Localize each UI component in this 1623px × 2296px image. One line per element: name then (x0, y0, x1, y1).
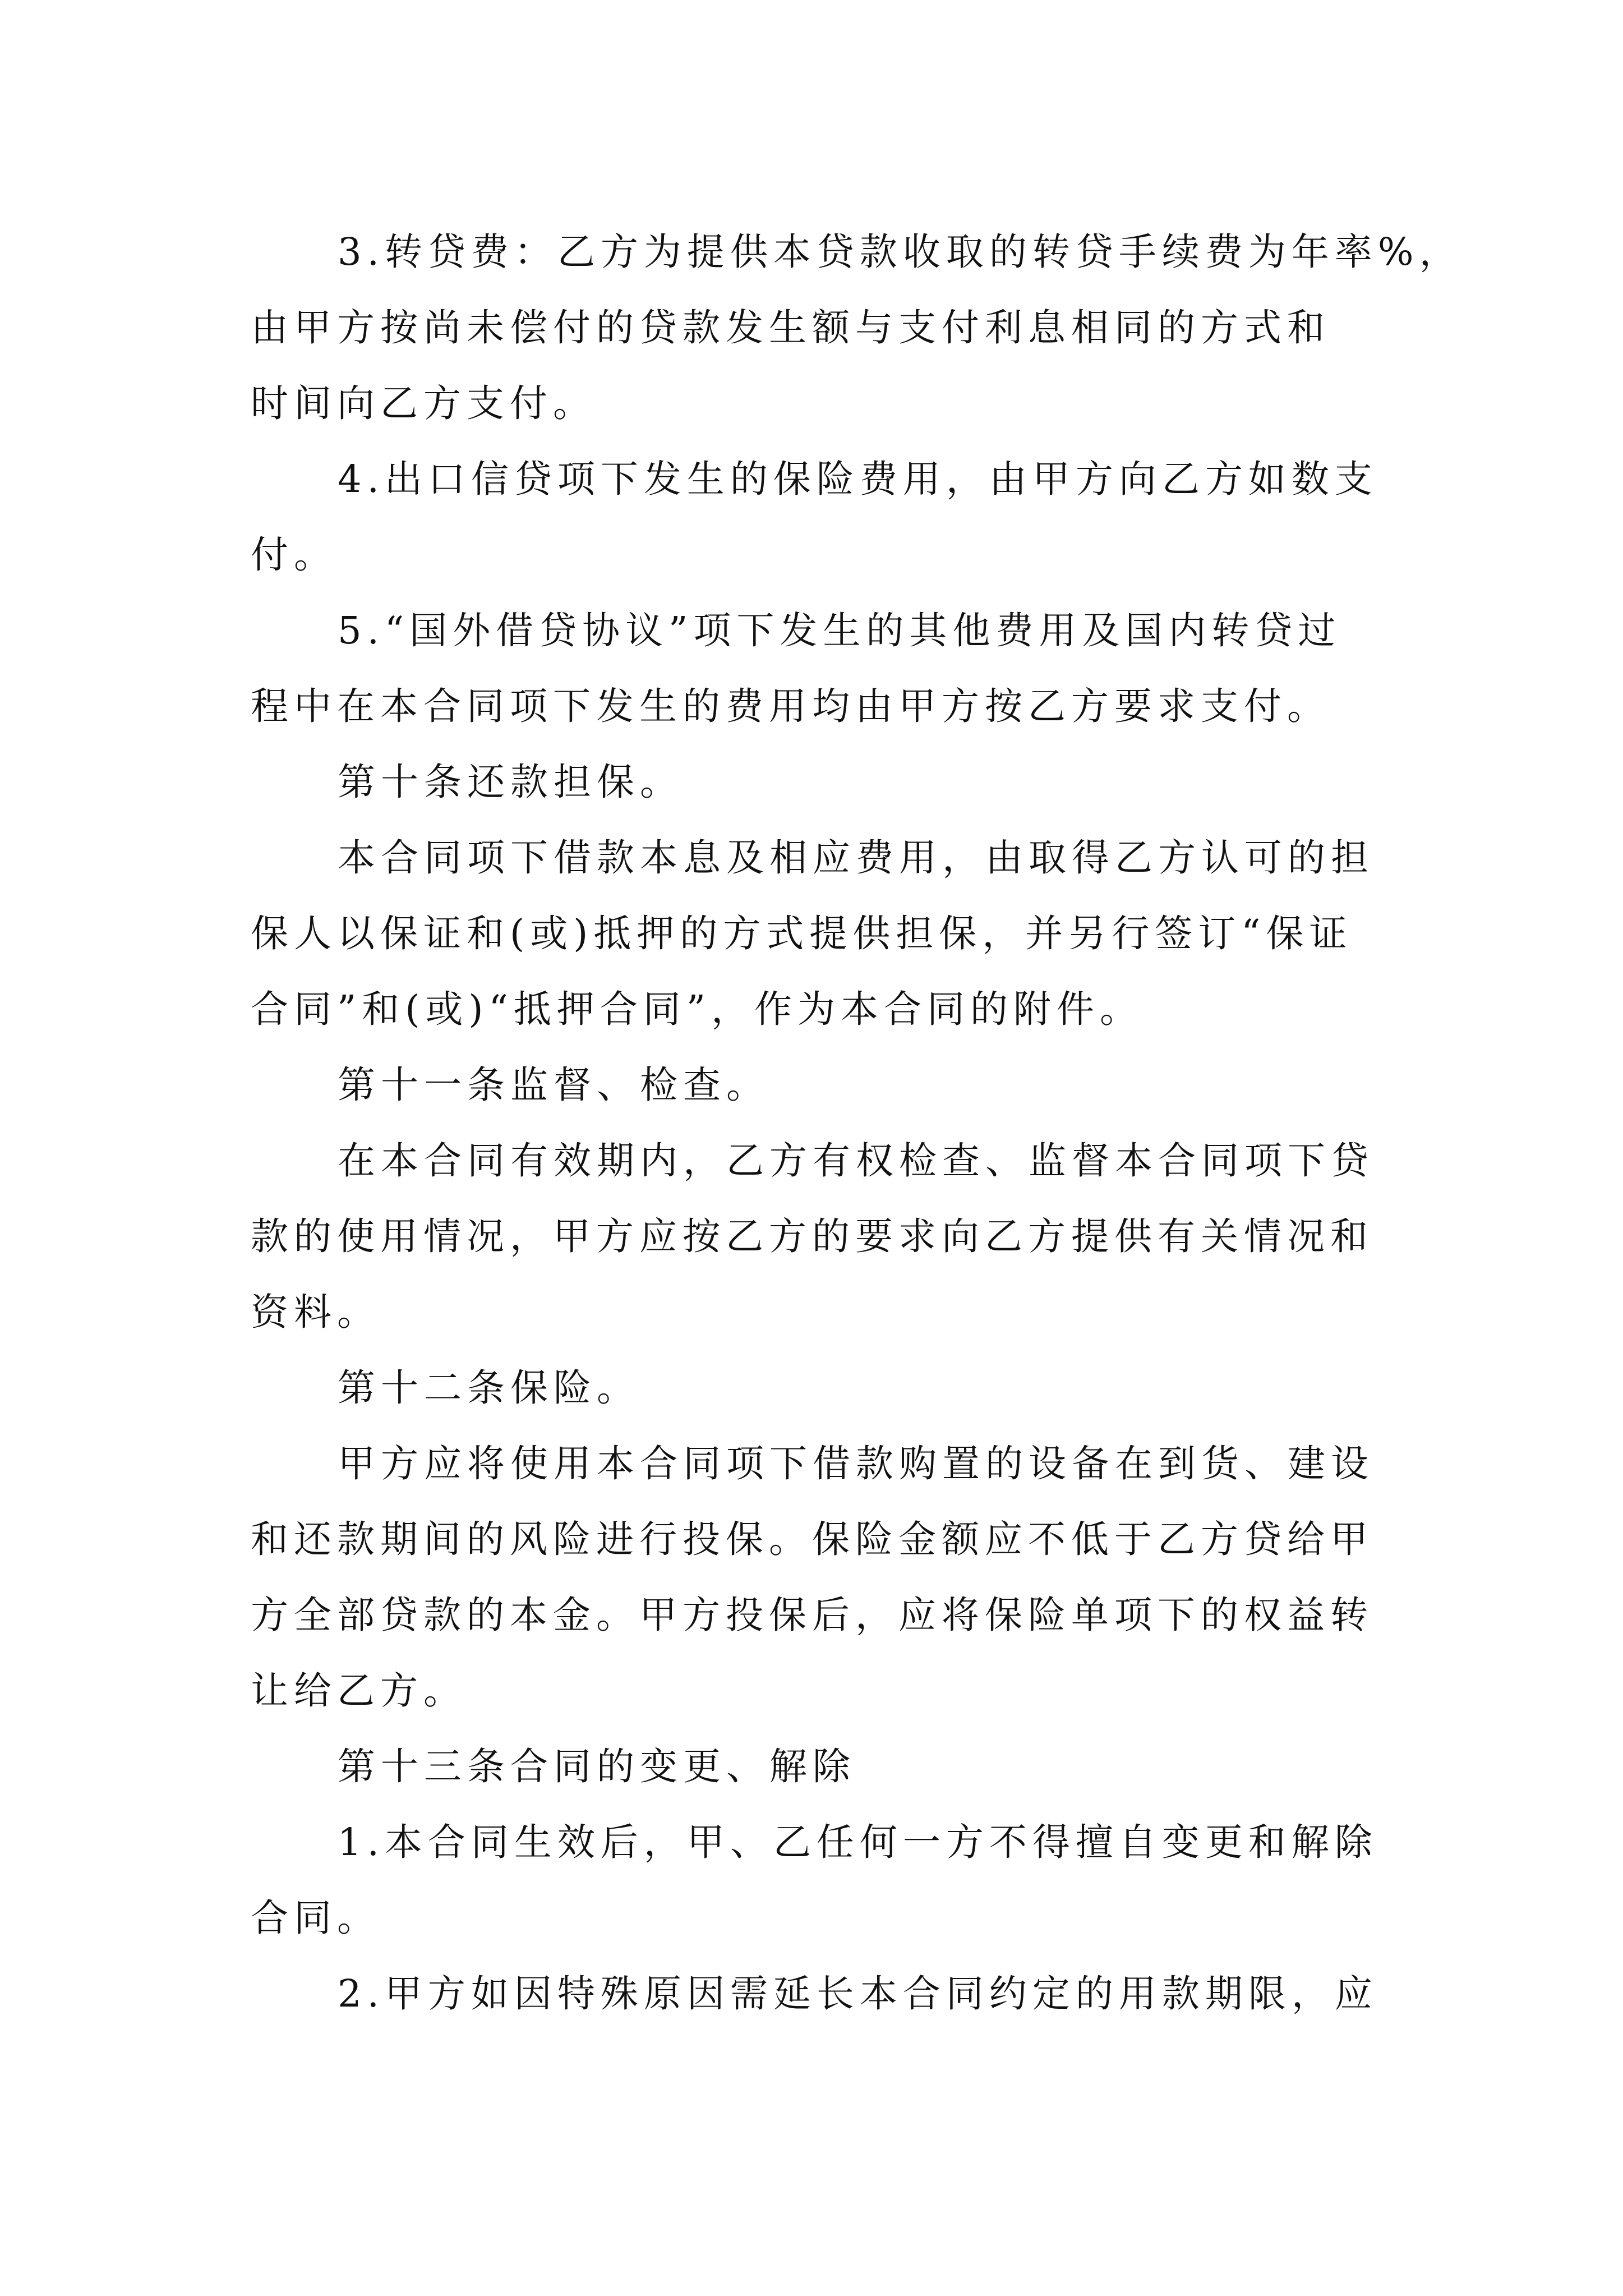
text-line: 时间向乙方支付。 (251, 381, 596, 425)
section-heading: 第十三条合同的变更、解除 (338, 1745, 856, 1788)
text-line: 3.转贷费：乙方为提供本贷款收取的转贷手续费为年率%， (338, 230, 1463, 274)
section-heading: 第十一条监督、检查。 (338, 1063, 769, 1107)
text-line: 5.“国外借贷协议”项下发生的其他费用及国内转贷过 (338, 609, 1341, 652)
text-line: 款的使用情况，甲方应按乙方的要求向乙方提供有关情况和 (251, 1214, 1373, 1258)
text-line: 本合同项下借款本息及相应费用，由取得乙方认可的担 (338, 836, 1374, 880)
text-line: 合同。 (251, 1896, 380, 1940)
text-line: 程中在本合同项下发生的费用均由甲方按乙方要求支付。 (251, 684, 1330, 728)
text-line: 1.本合同生效后，甲、乙任何一方不得擅自变更和解除 (338, 1820, 1378, 1864)
section-heading: 第十二条保险。 (338, 1366, 640, 1410)
text-line: 合同”和(或)“抵押合同”，作为本合同的附件。 (251, 987, 1144, 1031)
text-line: 甲方应将使用本合同项下借款购置的设备在到货、建设 (338, 1442, 1374, 1485)
text-line: 4.出口信贷项下发生的保险费用，由甲方向乙方如数支 (338, 457, 1378, 501)
text-line: 方全部贷款的本金。甲方投保后，应将保险单项下的权益转 (251, 1593, 1373, 1637)
text-line: 保人以保证和(或)抵押的方式提供担保，并另行签订“保证 (251, 912, 1353, 955)
text-line: 2.甲方如因特殊原因需延长本合同约定的用款期限，应 (338, 1972, 1378, 2016)
text-line: 在本合同有效期内，乙方有权检查、监督本合同项下贷 (338, 1139, 1374, 1182)
text-line: 让给乙方。 (251, 1669, 467, 1713)
text-line: 和还款期间的风险进行投保。保险金额应不低于乙方贷给甲 (251, 1517, 1373, 1561)
text-line: 由甲方按尚未偿付的贷款发生额与支付利息相同的方式和 (251, 306, 1330, 349)
document-body (251, 214, 1463, 2032)
section-heading: 第十条还款担保。 (338, 760, 683, 804)
text-line: 付。 (251, 533, 337, 577)
text-line: 资料。 (251, 1290, 380, 1334)
